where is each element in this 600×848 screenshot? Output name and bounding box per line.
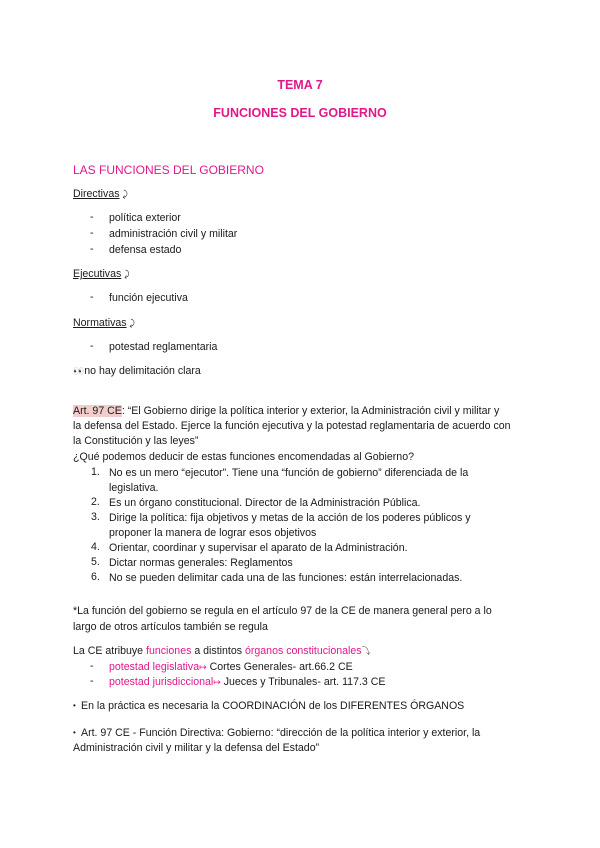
group-label: Ejecutivas bbox=[73, 268, 122, 280]
list-item: política exterior bbox=[109, 212, 181, 224]
dash: - bbox=[90, 660, 94, 672]
art97-line2: la defensa del Estado. Ejerce la función ejecutiva y la potestad reglamentaria de acuerdo con bbox=[73, 420, 511, 432]
list-text: Dictar normas generales: Reglamentos bbox=[109, 557, 293, 569]
attrib-item bbox=[109, 675, 385, 689]
curve-arrow-icon: ⤸ bbox=[129, 318, 135, 328]
down-arrow-icon: ⤵ bbox=[361, 646, 371, 656]
note-text: no hay delimitación clara bbox=[84, 365, 201, 377]
art97-line3: la Constitución y las leyes” bbox=[73, 435, 199, 447]
bullet-icon: • bbox=[73, 701, 76, 710]
list-number: 2. bbox=[91, 496, 100, 508]
attrib-funciones: funciones bbox=[146, 645, 192, 657]
art97-ref: Art. 97 CE bbox=[73, 405, 122, 417]
group-label: Directivas bbox=[73, 188, 120, 200]
attrib-organos: órganos constitucionales bbox=[244, 645, 362, 657]
eyes-icon: 👀 bbox=[73, 366, 85, 376]
list-text: No es un mero “ejecutor”. Tiene una “función de gobierno” diferenciada de la bbox=[109, 467, 469, 479]
attrib-item-label: potestad legislativa bbox=[109, 661, 200, 673]
group-directivas bbox=[73, 187, 128, 201]
list-number: 3. bbox=[91, 511, 100, 523]
curve-arrow-icon: ⤸ bbox=[124, 269, 130, 279]
dash: - bbox=[90, 340, 94, 352]
curve-arrow-icon: ⤸ bbox=[122, 189, 128, 199]
list-text-cont: legislativa. bbox=[109, 482, 159, 494]
attrib-prefix: La CE atribuye bbox=[73, 645, 147, 657]
list-item: administración civil y militar bbox=[109, 228, 238, 240]
directiva-line2: Administración civil y militar y la defensa del Estado” bbox=[73, 742, 320, 754]
art97-quote: : “El Gobierno dirige la política interior y exterior, la Administración civil y militar y bbox=[121, 405, 500, 417]
list-text: No se pueden delimitar cada una de las funciones: están interrelacionadas. bbox=[109, 572, 463, 584]
attrib-item-label: potestad jurisdiccional bbox=[109, 676, 214, 688]
regulation-line2: largo de otros artículos también se regula bbox=[73, 621, 268, 633]
attrib-mid: a distintos bbox=[191, 645, 245, 657]
maps-to-arrow-icon: ↦ bbox=[199, 662, 207, 672]
art97-question: ¿Qué podemos deducir de estas funciones encomendadas al Gobierno? bbox=[73, 451, 414, 463]
attrib-item bbox=[109, 660, 353, 674]
list-text-cont: proponer la manera de lograr esos objetivos bbox=[109, 527, 317, 539]
dash: - bbox=[90, 675, 94, 687]
list-item: potestad reglamentaria bbox=[109, 341, 218, 353]
regulation-line1: *La función del gobierno se regula en el artículo 97 de la CE de manera general pero a lo bbox=[73, 605, 492, 617]
list-number: 5. bbox=[91, 556, 100, 568]
attrib-item-rest: Cortes Generales- art.66.2 CE bbox=[206, 661, 353, 673]
list-text: Dirige la política: fija objetivos y metas de la acción de los poderes públicos y bbox=[109, 512, 471, 524]
group-label: Normativas bbox=[73, 317, 127, 329]
dash: - bbox=[90, 243, 94, 255]
dash: - bbox=[90, 227, 94, 239]
note-line bbox=[73, 364, 201, 378]
list-text: Es un órgano constitucional. Director de la Administración Pública. bbox=[109, 497, 421, 509]
attrib-line bbox=[73, 644, 371, 658]
doc-subtitle: FUNCIONES DEL GOBIERNO bbox=[213, 106, 387, 120]
attrib-item-rest: Jueces y Tribunales- art. 117.3 CE bbox=[220, 676, 386, 688]
list-item: defensa estado bbox=[109, 244, 182, 256]
section-heading: LAS FUNCIONES DEL GOBIERNO bbox=[73, 163, 264, 177]
doc-title: TEMA 7 bbox=[277, 78, 323, 92]
dash: - bbox=[90, 211, 94, 223]
group-normativas bbox=[73, 316, 135, 330]
list-number: 6. bbox=[91, 571, 100, 583]
list-number: 4. bbox=[91, 541, 100, 553]
practice-text: En la práctica es necesaria la COORDINACIÓN de los DIFERENTES ÓRGANOS bbox=[81, 700, 465, 712]
directiva-line1: Art. 97 CE - Función Directiva: Gobierno: “dirección de la política interior y exterior, la bbox=[81, 727, 481, 739]
list-text: Orientar, coordinar y supervisar el aparato de la Administración. bbox=[109, 542, 408, 554]
group-ejecutivas bbox=[73, 267, 130, 281]
maps-to-arrow-icon: ↦ bbox=[213, 677, 221, 687]
dash: - bbox=[90, 291, 94, 303]
bullet-icon: • bbox=[73, 728, 76, 737]
list-number: 1. bbox=[91, 466, 100, 478]
art97-line1 bbox=[73, 404, 499, 418]
list-item: función ejecutiva bbox=[109, 292, 188, 304]
